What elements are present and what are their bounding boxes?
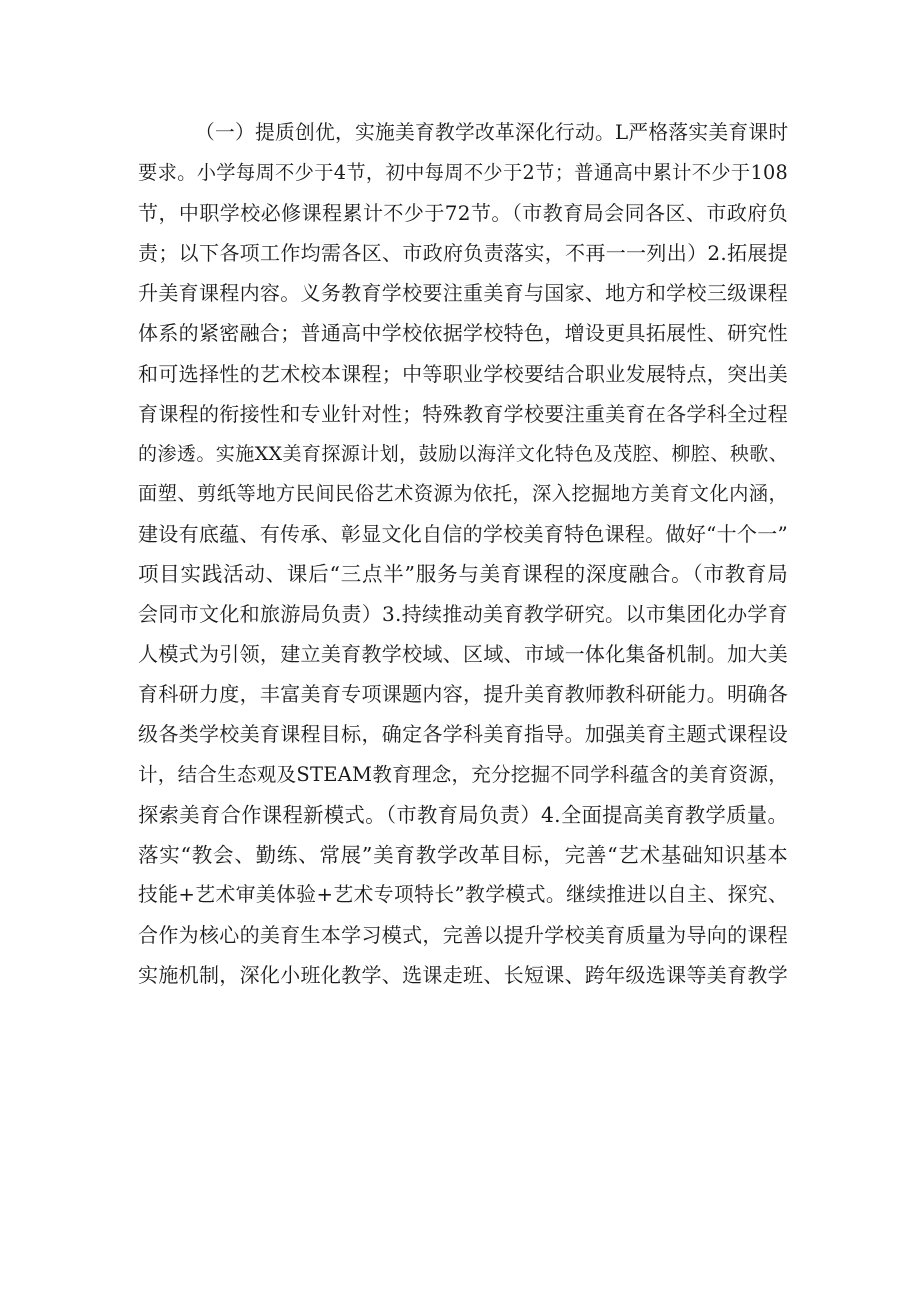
text-line: 节，中职学校必修课程累计不少于72节。（市教育局会同各区、市政府负 [138, 201, 788, 226]
text-line: 面塑、剪纸等地方民间民俗艺术资源为依托，深入挖掘地方美育文化内涵， [138, 481, 788, 505]
text-line: 人模式为引领，建立美育教学校域、区域、市域一体化集备机制。加大美 [138, 642, 788, 667]
text-line: 探索美育合作课程新模式。（市教育局负责）4.全面提高美育教学质量。 [138, 802, 788, 827]
text-line: 合作为核心的美育生本学习模式，完善以提升学校美育质量为导向的课程 [138, 922, 788, 947]
text-line: 级各类学校美育课程目标，确定各学科美育指导。加强美育主题式课程设 [138, 722, 788, 747]
text-line: 要求。小学每周不少于4节，初中每周不少于2节；普通高中累计不少于108 [138, 161, 788, 185]
text-line: 升美育课程内容。义务教育学校要注重美育与国家、地方和学校三级课程 [138, 281, 788, 306]
text-line: 项目实践活动、课后“三点半”服务与美育课程的深度融合。（市教育局 [138, 562, 788, 587]
text-line: 的渗透。实施XX美育探源计划，鼓励以海洋文化特色及茂腔、柳腔、秧歌、 [138, 442, 788, 465]
text-line: 技能+艺术审美体验+艺术专项特长”教学模式。继续推进以自主、探究、 [138, 882, 788, 906]
body-paragraph [138, 113, 788, 995]
text-line: 和可选择性的艺术校本课程；中等职业学校要结合职业发展特点，突出美 [138, 361, 788, 386]
text-line: 育科研力度，丰富美育专项课题内容，提升美育教师教科研能力。明确各 [138, 682, 788, 707]
text-line: 实施机制，深化小班化教学、选课走班、长短课、跨年级选课等美育教学 [138, 962, 788, 987]
text-line: 育课程的衔接性和专业针对性；特殊教育学校要注重美育在各学科全过程 [138, 401, 788, 426]
text-line: 计，结合生态观及STEAM教育理念，充分挖掘不同学科蕴含的美育资源， [138, 762, 788, 786]
text-line: 体系的紧密融合；普通高中学校依据学校特色，增设更具拓展性、研究性 [138, 321, 788, 346]
text-line: 责；以下各项工作均需各区、市政府负责落实，不再一一列出）2.拓展提 [138, 241, 788, 266]
text-line: （一）提质创优，实施美育教学改革深化行动。L严格落实美育课时 [195, 121, 789, 144]
text-line: 建设有底蕴、有传承、彰显文化自信的学校美育特色课程。做好“十个一” [138, 521, 788, 546]
text-line: 落实“教会、勤练、常展”美育教学改革目标，完善“艺术基础知识基本 [138, 842, 788, 867]
text-line: 会同市文化和旅游局负责）3.持续推动美育教学研究。以市集团化办学育 [138, 602, 788, 627]
